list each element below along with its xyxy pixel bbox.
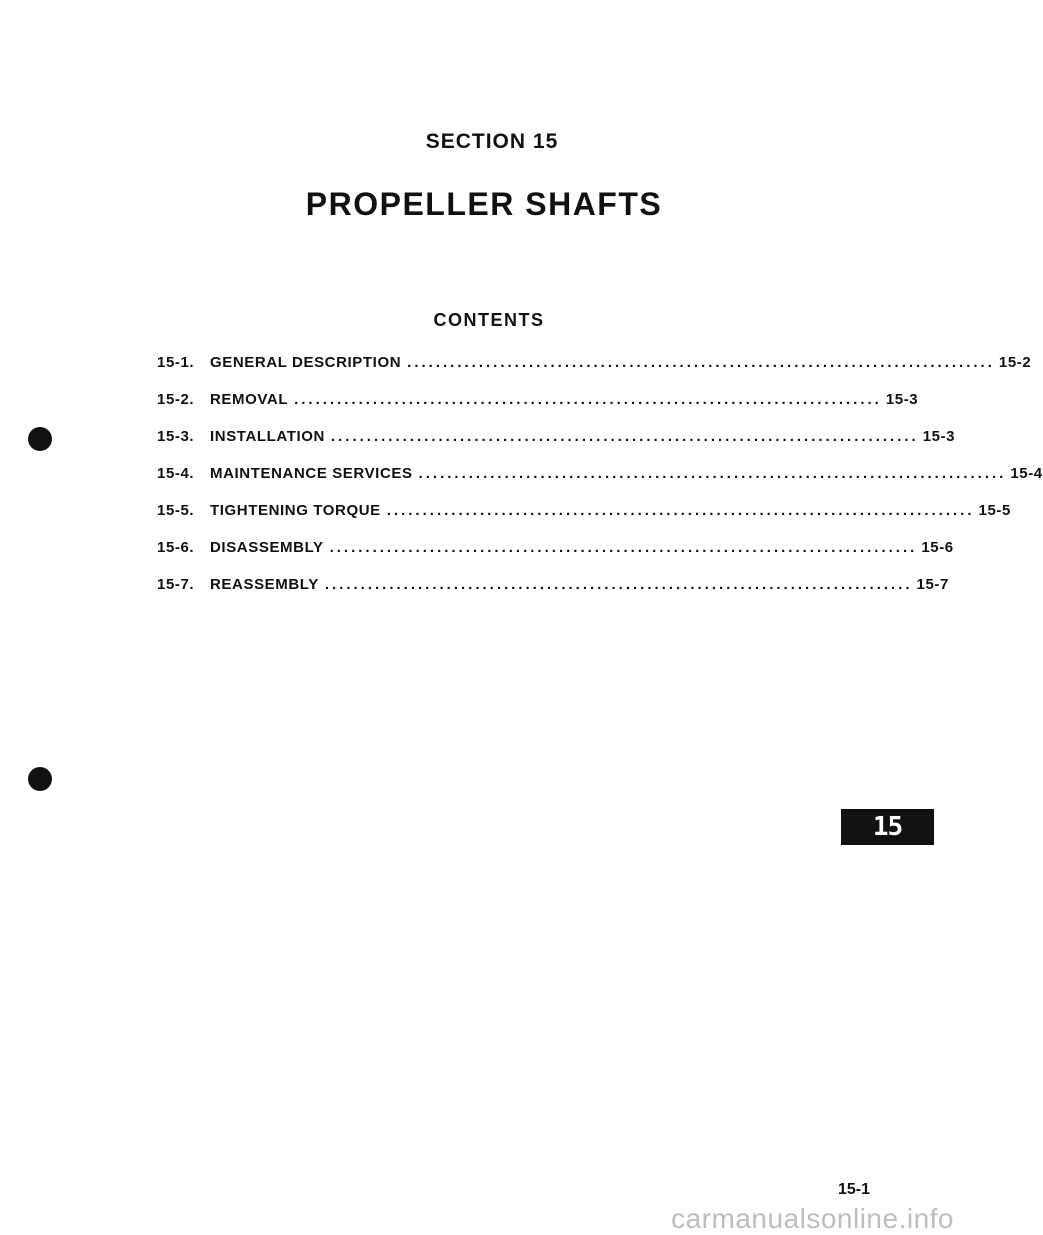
watermark: carmanualsonline.info: [671, 1203, 954, 1234]
page-title: PROPELLER SHAFTS: [305, 186, 663, 222]
toc-entry-number: 15-2.: [157, 391, 195, 408]
toc-entry-number: 15-1.: [157, 354, 195, 371]
table-of-contents: [157, 354, 1043, 613]
toc-entry-page: 15-6: [921, 539, 954, 556]
toc-entry-page: 15-3: [922, 428, 956, 445]
toc-entry-title: INSTALLATION: [210, 428, 325, 445]
toc-entry-title: TIGHTENING TORQUE: [210, 502, 381, 519]
dot-leader: ..................................................................................: [324, 576, 913, 593]
dot-leader: ..................................................................................: [329, 539, 918, 556]
dot-leader: ..................................................................................: [418, 465, 1007, 482]
page-number: 15-1: [838, 1181, 871, 1198]
toc-entry[interactable]: [157, 539, 954, 576]
toc-entry-number: 15-5.: [157, 502, 195, 519]
toc-entry[interactable]: [157, 465, 1043, 502]
dot-leader: ..................................................................................: [330, 428, 919, 445]
section-tab-marker: 15: [841, 809, 934, 845]
toc-entry-number: 15-4.: [157, 465, 195, 482]
toc-entry-title: REMOVAL: [210, 391, 289, 408]
toc-entry[interactable]: [157, 428, 956, 465]
toc-entry[interactable]: [157, 502, 1011, 539]
dot-leader: ..................................................................................: [386, 502, 975, 519]
toc-entry-number: 15-3.: [157, 428, 195, 445]
toc-entry-page: 15-3: [885, 391, 919, 408]
toc-entry-title: DISASSEMBLY: [210, 539, 324, 556]
toc-entry[interactable]: [157, 391, 919, 428]
contents-heading: CONTENTS: [433, 310, 545, 330]
binder-hole-icon: [28, 767, 52, 791]
section-label: SECTION 15: [425, 130, 559, 153]
toc-entry-page: 15-2: [998, 354, 1032, 371]
toc-entry-page: 15-4: [1010, 465, 1043, 482]
toc-entry-page: 15-7: [916, 576, 949, 593]
toc-entry-title: MAINTENANCE SERVICES: [210, 465, 413, 482]
toc-entry-page: 15-5: [978, 502, 1011, 519]
binder-hole-icon: [28, 427, 52, 451]
toc-entry-title: REASSEMBLY: [210, 576, 319, 593]
dot-leader: ..................................................................................: [407, 354, 995, 371]
toc-entry-number: 15-7.: [157, 576, 195, 593]
toc-entry-number: 15-6.: [157, 539, 195, 556]
toc-entry[interactable]: [157, 576, 949, 613]
dot-leader: ..................................................................................: [294, 391, 882, 408]
toc-entry-title: GENERAL DESCRIPTION: [210, 354, 402, 371]
toc-entry[interactable]: [157, 354, 1032, 391]
